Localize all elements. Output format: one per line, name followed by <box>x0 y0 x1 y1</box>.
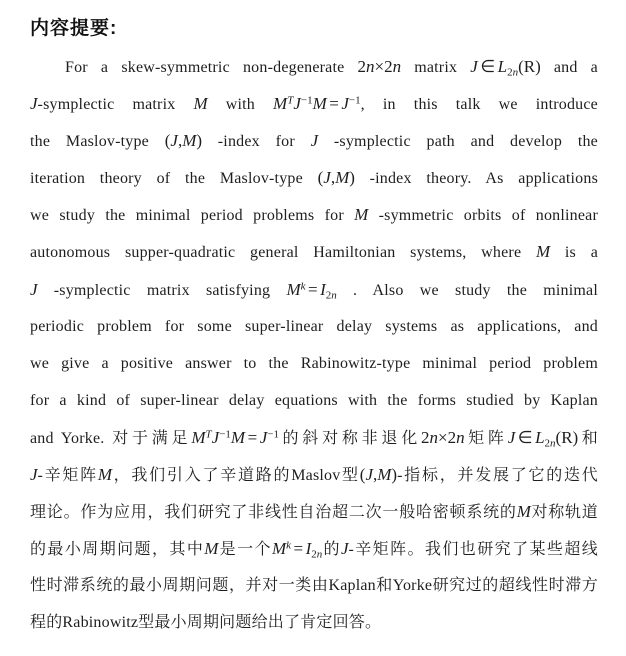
text-run: is a <box>550 244 598 262</box>
math-symbol: − <box>267 428 274 441</box>
math-symbol: , <box>177 131 183 151</box>
math-symbol: n <box>550 437 556 450</box>
text-run: For a skew-symmetric non-degenerate <box>65 59 358 76</box>
math-symbol: ∈ <box>517 427 533 447</box>
text-run: 性时滞系统的最小周期问题，并对一类由Kaplan和Yorke研究过的超线性时滞方 <box>30 577 598 595</box>
math-symbol: M <box>97 465 113 485</box>
math-symbol: − <box>300 94 308 107</box>
math-symbol: ( <box>317 168 324 188</box>
paragraph-line <box>30 159 598 196</box>
math-run <box>271 539 323 561</box>
subscript <box>311 549 322 561</box>
text-run: iteration theory of the Maslov-type <box>30 170 318 188</box>
paragraph-line <box>30 271 598 308</box>
math-run <box>165 131 202 150</box>
math-symbol: × <box>437 427 448 447</box>
math-symbol: J <box>470 57 478 76</box>
math-run <box>517 502 531 521</box>
math-symbol: J <box>340 539 349 559</box>
text-run: the Maslov-type <box>30 133 165 151</box>
text-run: and Yorke. 对于满足 <box>30 429 192 447</box>
math-run <box>470 57 541 79</box>
math-symbol: I <box>305 539 312 559</box>
superscript <box>301 280 306 292</box>
subscript <box>507 66 518 78</box>
text-run: , in this talk we introduce <box>360 96 598 114</box>
math-symbol: 1 <box>225 428 231 441</box>
math-symbol: M <box>273 94 288 114</box>
math-symbol: 1 <box>307 94 313 107</box>
text-run: 的 <box>322 541 341 559</box>
math-symbol: ∈ <box>480 57 496 76</box>
math-run <box>536 242 550 261</box>
math-symbol: J <box>310 131 319 151</box>
math-symbol: J <box>323 168 331 188</box>
math-symbol: × <box>374 57 385 76</box>
math-symbol: L <box>535 427 545 447</box>
math-symbol: 1 <box>273 428 279 441</box>
math-symbol: n <box>392 57 402 76</box>
math-symbol: = <box>247 427 258 447</box>
math-symbol: k <box>300 280 306 293</box>
math-symbol: , <box>373 465 378 485</box>
paragraph-line <box>30 122 598 159</box>
subscript <box>545 437 556 449</box>
math-run <box>193 94 207 113</box>
math-symbol: 2 <box>357 57 366 76</box>
math-symbol: ) <box>196 131 203 151</box>
superscript <box>267 428 279 440</box>
text-run: . Also we study the minimal <box>336 281 598 299</box>
math-symbol: 2 <box>311 548 317 561</box>
text-run: -辛矩阵。我们也研究了某些超线 <box>348 541 598 559</box>
math-symbol: − <box>219 428 226 441</box>
math-run <box>354 205 368 224</box>
math-run <box>286 280 336 299</box>
math-symbol: ( <box>518 57 524 76</box>
math-symbol: ) <box>572 427 579 447</box>
math-symbol: 2 <box>420 427 430 447</box>
math-run <box>421 428 465 447</box>
math-symbol: R <box>561 427 573 447</box>
math-symbol: = <box>308 279 318 299</box>
math-symbol: J <box>507 427 516 447</box>
text-run: and a <box>540 59 598 76</box>
math-symbol: R <box>523 57 536 76</box>
math-symbol: M <box>204 539 219 559</box>
math-symbol: J <box>211 427 220 447</box>
math-run <box>507 427 579 450</box>
paragraph-line <box>30 419 598 456</box>
math-symbol: n <box>331 288 337 301</box>
math-symbol: 2 <box>544 437 551 450</box>
math-run <box>98 465 112 484</box>
paragraph-line <box>30 530 598 567</box>
text-run: with <box>207 96 274 114</box>
math-symbol: ) <box>391 465 398 485</box>
math-symbol: ) <box>535 57 541 76</box>
paragraph-line <box>30 48 598 85</box>
text-run: -index theory. As applications <box>354 170 599 188</box>
math-symbol: M <box>335 168 350 188</box>
math-symbol: = <box>329 94 339 114</box>
text-run: -symplectic matrix <box>37 96 194 114</box>
math-symbol: ( <box>359 465 366 485</box>
subscript <box>326 289 337 301</box>
math-symbol: J <box>293 94 301 114</box>
math-symbol: M <box>271 539 287 559</box>
text-run: -symplectic matrix satisfying <box>37 281 287 299</box>
math-run <box>30 465 38 484</box>
math-symbol: M <box>191 427 206 447</box>
math-symbol: M <box>286 279 301 299</box>
math-symbol: M <box>182 131 197 151</box>
math-symbol: ( <box>164 131 171 151</box>
math-run <box>358 57 402 76</box>
text-run: 和 <box>578 429 598 447</box>
math-symbol: n <box>429 427 438 447</box>
paragraph-line <box>30 456 598 493</box>
text-run: we give a positive answer to the Rabinowitz-type minimal period problem <box>30 354 598 372</box>
math-symbol: n <box>366 57 375 76</box>
text-run: -symmetric orbits of nonlinear <box>368 207 598 225</box>
math-symbol: 1 <box>355 94 361 107</box>
math-symbol: k <box>286 539 292 552</box>
section-heading: 内容提要: <box>30 18 118 39</box>
math-symbol: M <box>193 94 208 114</box>
math-symbol: 2 <box>447 427 457 447</box>
abstract-paragraph <box>0 48 626 642</box>
math-symbol: 2 <box>384 57 393 76</box>
math-run <box>30 280 38 299</box>
text-run: -symplectic path and develop the <box>318 133 598 151</box>
math-run <box>30 94 38 113</box>
math-run <box>204 539 218 558</box>
math-symbol: T <box>205 428 212 441</box>
text-run: -辛矩阵 <box>37 467 98 485</box>
math-symbol: J <box>259 427 268 447</box>
math-symbol: n <box>512 66 519 79</box>
superscript <box>301 95 313 107</box>
text-run: 对称轨道 <box>530 504 598 522</box>
text-run: 矩阵 <box>464 429 508 447</box>
math-symbol: n <box>316 548 323 561</box>
text-run: periodic problem for some super-linear delay systems as applications, and <box>30 317 598 335</box>
paragraph-line <box>30 604 598 641</box>
math-symbol: M <box>536 242 551 262</box>
math-symbol: n <box>456 427 465 447</box>
math-symbol: M <box>516 502 531 522</box>
math-run <box>273 94 361 113</box>
math-symbol: , <box>330 168 336 188</box>
math-symbol: M <box>377 465 392 485</box>
paragraph-line <box>30 196 598 233</box>
math-symbol: M <box>312 94 327 114</box>
math-symbol: M <box>354 205 369 225</box>
math-symbol: J <box>30 465 38 485</box>
math-symbol: ) <box>349 168 355 188</box>
math-symbol: J <box>30 94 38 114</box>
paragraph-line <box>30 345 598 382</box>
superscript <box>349 95 361 107</box>
text-run: -指标，并发展了它的迭代 <box>397 467 598 485</box>
superscript <box>219 428 231 440</box>
math-symbol: T <box>287 94 294 107</box>
math-symbol: L <box>497 57 508 76</box>
text-run: autonomous supper-quadratic general Hamiltonian systems, where <box>30 244 536 262</box>
text-run: 的最小周期问题，其中 <box>30 541 205 559</box>
math-symbol: J <box>170 131 178 151</box>
text-run: we study the minimal period problems for <box>30 207 355 225</box>
math-symbol: ( <box>555 427 562 447</box>
paragraph-line <box>30 382 598 419</box>
text-run: 理论。作为应用，我们研究了非线性自治超二次一般哈密顿系统的 <box>30 504 517 522</box>
text-run: 程的Rabinowitz型最小周期问题给出了肯定回答。 <box>30 614 382 632</box>
text-run: 的斜对称非退化 <box>278 429 421 447</box>
math-symbol: 2 <box>325 288 332 301</box>
paragraph-line <box>30 493 598 530</box>
text-run: for a kind of super-linear delay equations with the forms studied by Kaplan <box>30 391 598 409</box>
math-symbol: = <box>293 539 304 559</box>
math-run <box>191 428 279 447</box>
math-symbol: J <box>30 279 38 299</box>
math-symbol: I <box>320 279 326 299</box>
math-symbol: 2 <box>507 66 513 79</box>
math-symbol: J <box>365 465 373 485</box>
math-run <box>318 168 355 187</box>
text-run: matrix <box>401 59 471 76</box>
math-symbol: J <box>341 94 349 114</box>
math-symbol: M <box>230 427 246 447</box>
math-symbol: − <box>348 94 356 107</box>
paragraph-line <box>30 308 598 345</box>
text-run: -index for <box>202 133 311 151</box>
paragraph-line <box>30 233 598 270</box>
paragraph-line <box>30 85 598 122</box>
paragraph-line <box>30 567 598 604</box>
text-run: 是一个 <box>218 541 272 559</box>
math-run <box>360 465 397 484</box>
text-run: ，我们引入了辛道路的Maslov型 <box>112 467 360 485</box>
